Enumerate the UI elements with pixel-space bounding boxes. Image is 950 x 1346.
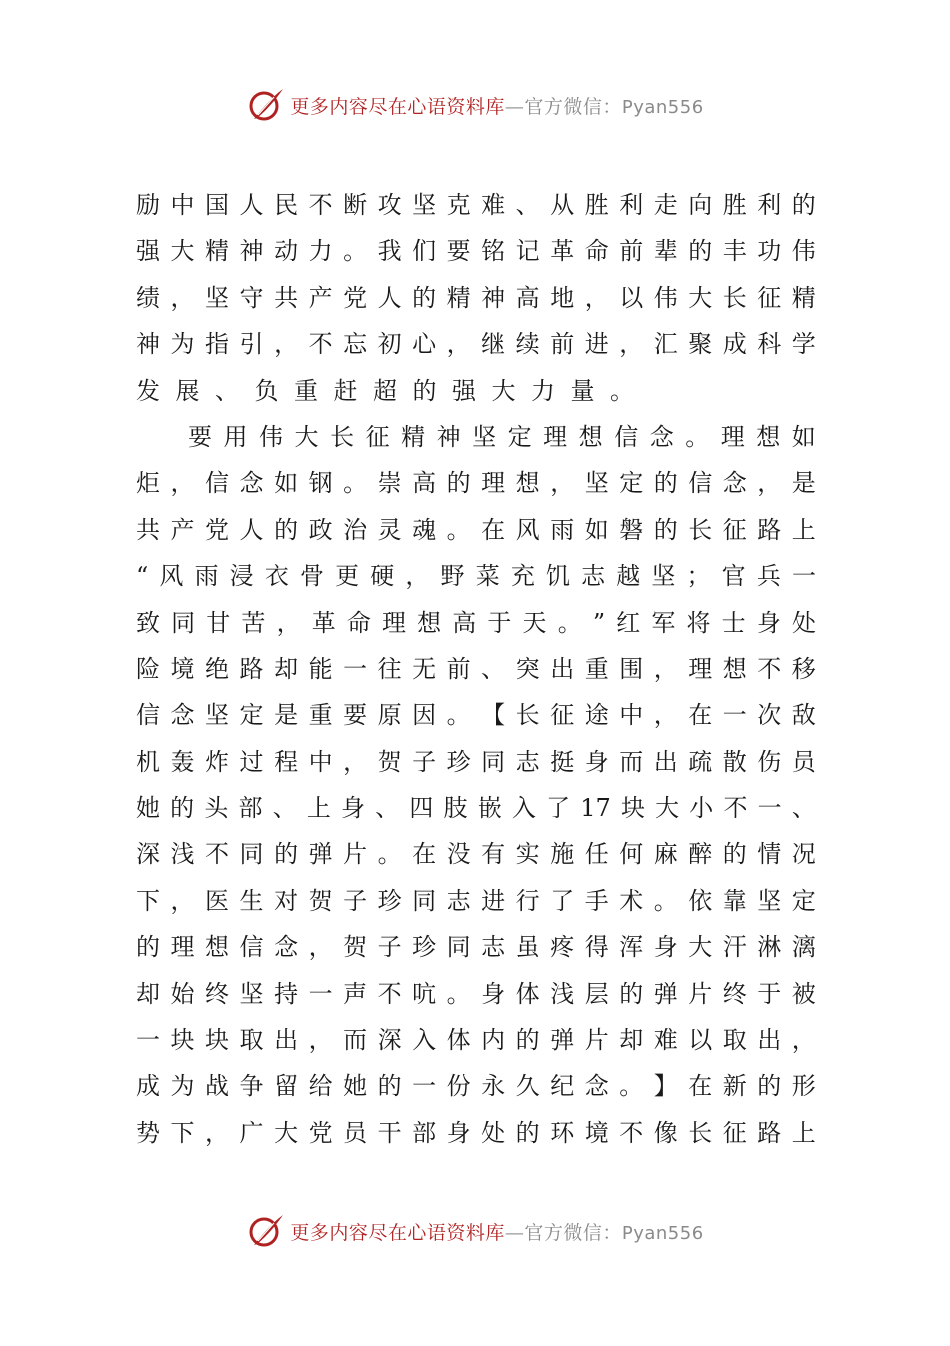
- header-wechat-id: Pyan556: [621, 96, 704, 118]
- text-line: 势 下 ， 广 大 党 员 干 部 身 处 的 环 境 不 像 长 征 路 上: [136, 1118, 816, 1147]
- text-line: 下 ， 医 生 对 贺 子 珍 同 志 进 行 了 手 术 。 依 靠 坚 定: [136, 886, 816, 915]
- text-line: 却 始 终 坚 持 一 声 不 吭 。 身 体 浅 层 的 弹 片 终 于 被: [136, 979, 816, 1008]
- header-dash: —: [504, 95, 525, 118]
- text-line: 信 念 坚 定 是 重 要 原 因 。 【 长 征 途 中 ， 在 一 次 敌: [136, 701, 816, 730]
- text-line: 深 浅 不 同 的 弹 片 。 在 没 有 实 施 任 何 麻 醉 的 情 况: [136, 840, 816, 869]
- text-line: 成 为 战 争 留 给 她 的 一 份 永 久 纪 念 。 】 在 新 的 形: [136, 1072, 816, 1101]
- text-line: 共 产 党 人 的 政 治 灵 魂 。 在 风 雨 如 磐 的 长 征 路 上: [136, 515, 816, 544]
- quill-logo-icon: [246, 85, 286, 125]
- header-watermark: [0, 85, 950, 125]
- text-line: 致 同 甘 苦 ， 革 命 理 想 高 于 天 。 ” 红 军 将 士 身 处: [136, 608, 816, 637]
- text-line: 发 展 、 负 重 赶 超 的 强 大 力 量 。: [136, 376, 634, 405]
- text-line: 险 境 绝 路 却 能 一 往 无 前 、 突 出 重 围 ， 理 想 不 移: [136, 654, 816, 683]
- text-line: 神 为 指 引 ， 不 忘 初 心 ， 继 续 前 进 ， 汇 聚 成 科 学: [136, 330, 816, 359]
- text-line: 的 理 想 信 念 ， 贺 子 珍 同 志 虽 疼 得 浑 身 大 汗 淋 漓: [136, 933, 816, 962]
- text-line: 一 块 块 取 出 ， 而 深 入 体 内 的 弹 片 却 难 以 取 出 ，: [136, 1026, 816, 1055]
- footer-main-text: 更多内容尽在心语资料库: [290, 1221, 505, 1244]
- footer-dash: —: [504, 1221, 525, 1244]
- text-line: 励 中 国 人 民 不 断 攻 坚 克 难 、 从 胜 利 走 向 胜 利 的: [136, 191, 816, 219]
- text-line: 炬 ， 信 念 如 钢 。 崇 高 的 理 想 ， 坚 定 的 信 念 ， 是: [136, 469, 816, 498]
- header-wechat-label: 官方微信：: [524, 95, 622, 118]
- text-line: 绩 ， 坚 守 共 产 党 人 的 精 神 高 地 ， 以 伟 大 长 征 精: [136, 283, 816, 312]
- footer-watermark-text: [290, 1218, 703, 1245]
- quill-logo-icon: [246, 1211, 286, 1251]
- footer-watermark: [0, 1211, 950, 1251]
- footer-wechat-label: 官方微信：: [524, 1221, 622, 1244]
- header-main-text: 更多内容尽在心语资料库: [290, 95, 505, 118]
- text-line: 强 大 精 神 动 力 。 我 们 要 铭 记 革 命 前 辈 的 丰 功 伟: [136, 237, 816, 266]
- footer-wechat-id: Pyan556: [621, 1222, 704, 1244]
- text-line: “ 风 雨 浸 衣 骨 更 硬 ， 野 菜 充 饥 志 越 坚 ； 官 兵 一: [136, 562, 816, 591]
- header-watermark-text: [290, 92, 703, 119]
- document-body: [136, 182, 816, 1156]
- text-line: 机 轰 炸 过 程 中 ， 贺 子 珍 同 志 挺 身 而 出 疏 散 伤 员: [136, 747, 816, 776]
- text-line: 她 的 头 部 、 上 身 、 四 肢 嵌 入 了 17 块 大 小 不 一 、: [136, 794, 816, 823]
- text-line: 要 用 伟 大 长 征 精 神 坚 定 理 想 信 念 。 理 想 如: [188, 422, 816, 451]
